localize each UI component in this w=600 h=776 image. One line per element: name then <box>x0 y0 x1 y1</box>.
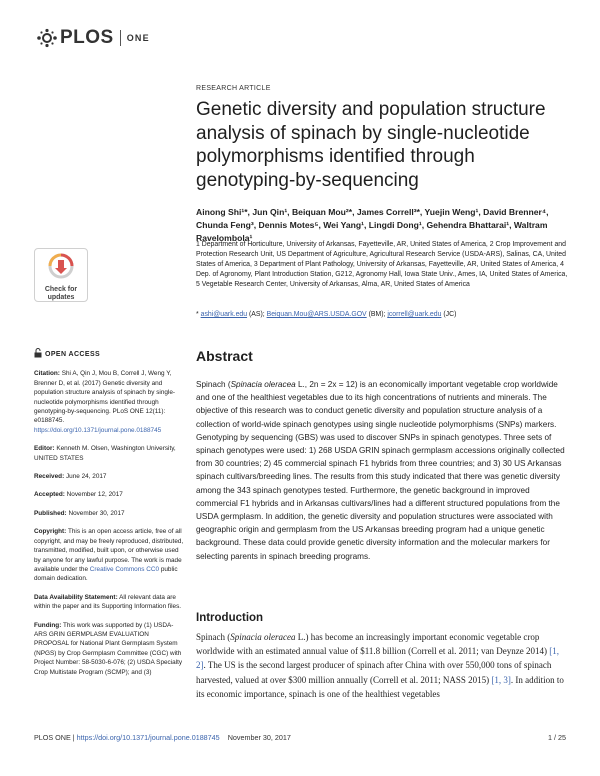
page-number: 1 / 25 <box>548 733 566 742</box>
abstract-text: Spinach (Spinacia oleracea L., 2n = 2x = 12) is an economically important vegetable crop worldwide and one of the healthiest vegetables due to its high concentrations of nutrients and minerals. The objective of this research was to conduct genetic diversity and population structure analysis of a collection of world-wide spinach genotypes using single nucleotide polymorphisms (SNPs) markers. Genotyping by sequencing (GBS) was used to discover SNPs in spinach genotypes. Three sets of spinach genotypes were used: 1) 268 USDA GRIN spinach germplasm accessions originally collected from 30 countries; 2) 45 commercial spinach F1 hybrids from three countries; and 3) 30 US Arkansas spinach cultivars/breeding lines. The results from this study indicated that there was genetic diversity among the 343 spinach genotypes tested. Furthermore, the genetic background in improved commercial F1 hybrids and in Arkansas cultivars/lines had a different structured populations from the USDA germplasm. In addition, the genetic diversity and population structures were associated with geographic origin and germplasm from the US Arkansas breeding program had a unique genetic background. These data could provide genetic diversity information and the molecular markers for selecting parents in spinach breeding programs. <box>196 380 565 561</box>
check-for-updates-label: Check for updates <box>44 286 78 301</box>
logo-divider <box>120 30 121 46</box>
introduction-heading: Introduction <box>196 612 264 624</box>
affiliations: 1 Department of Horticulture, University of Arkansas, Fayetteville, AR, United States of America, 2 Crop Improvement and Protection Research Unit, US Department of Agriculture, Agricultural Research Service (USDA-ARS), Salinas, CA, United States of America, 3 Department of Plant Pathology, University of Arkansas, Fayetteville, AR, United States of America, 4 Dep. of Agronomy, Plant Introduction Station, G212, Agronomy Hall, Iowa State Univ., Ames, IA, United States of America, 5 Vegetable Research Center, University of Arkansas, Alma, AR, United States of America <box>196 241 568 289</box>
plos-logo <box>36 27 150 49</box>
reference-link-1-2[interactable]: [1, 2] <box>196 646 559 671</box>
check-for-updates-badge[interactable] <box>34 248 88 302</box>
footer-date: November 30, 2017 <box>227 733 291 742</box>
citation-doi-link[interactable]: https://doi.org/10.1371/journal.pone.0188745 <box>34 426 162 434</box>
email-link-correll[interactable]: jcorrell@uark.edu <box>387 311 442 318</box>
received-block: Received: June 24, 2017 <box>34 473 107 481</box>
article-type: RESEARCH ARTICLE <box>196 85 271 92</box>
open-access-label: OPEN ACCESS <box>34 348 184 361</box>
journal-name: ONE <box>126 33 150 43</box>
reference-link-1-3[interactable]: [1, 3] <box>491 674 511 685</box>
citation-block: Citation: Shi A, Qin J, Mou B, Correll J, Weng Y, Brenner D, et al. (2017) Genetic diversity and population structure analysis of spinach by single-nucleotide polymorphisms identified through genotyping-by-sequencing. PLoS ONE 12(11): e0188745. https://doi.org/10.1371/journal.pone.0188745 <box>34 370 176 434</box>
corresponding-emails: * ashi@uark.edu (AS); Beiquan.Mou@ARS.USDA.GOV (BM); jcorrell@uark.edu (JC) <box>196 311 457 318</box>
funding-block: Funding: This work was supported by (1) USDA-ARS GRIN GERMPLASM EVALUATION PROPOSAL for National Plant Germplasm System (NPGS) by Crop Germplasm Committee (CGC) with Project Number: 58-5030-6-076; (2) USDA Specialty Crop Multistate Program (SCMP); and (3) <box>34 621 183 676</box>
email-link-mou[interactable]: Beiquan.Mou@ARS.USDA.GOV <box>266 311 367 318</box>
check-for-updates-icon <box>48 253 74 284</box>
published-block: Published: November 30, 2017 <box>34 509 125 517</box>
email-link-ashi[interactable]: ashi@uark.edu <box>200 311 248 318</box>
footer-doi-link[interactable]: https://doi.org/10.1371/journal.pone.0188745 <box>76 733 220 742</box>
open-lock-icon <box>34 348 42 361</box>
logo-wordmark: PLOS <box>60 27 114 48</box>
accepted-block: Accepted: November 12, 2017 <box>34 491 123 499</box>
abstract-heading: Abstract <box>196 348 253 364</box>
page-footer <box>34 733 566 742</box>
footer-citation: PLOS ONE | https://doi.org/10.1371/journal.pone.0188745 November 30, 2017 <box>34 733 291 742</box>
author-list: Ainong Shi¹*, Jun Qin¹, Beiquan Mou²*, James Correll³*, Yuejin Weng¹, David Brenner⁴, Chunda Feng³, Dennis Motes⁵, Wei Yang¹, Lingdi Dong¹, Gehendra Bhattarai¹, Waltram Ravelombola¹ <box>196 207 549 243</box>
plos-logo-icon <box>36 28 58 48</box>
creative-commons-link[interactable]: Creative Commons CC0 <box>89 565 160 573</box>
editor-block: Editor: Kenneth M. Olsen, Washington University, UNITED STATES <box>34 445 176 462</box>
data-availability-block: Data Availability Statement: All relevant data are within the paper and its Supporting Information files. <box>34 593 182 611</box>
article-title: Genetic diversity and population structure analysis of spinach by single-nucleotide polymorphisms identified through genotyping-by-sequencing <box>196 99 546 191</box>
copyright-block: Copyright: This is an open access article, free of all copyright, and may be freely reproduced, distributed, transmitted, modified, built upon, or otherwise used by anyone for any lawful purpose. The work is made available under the Creative Commons CC0 public domain dedication. <box>34 528 184 583</box>
article-info-sidebar <box>34 348 184 686</box>
introduction-text: Spinach (Spinacia oleracea L.) has become an increasingly important economic vegetable crop worldwide with an estimated annual value of $11.8 billion (Correll et al. 2011; van Deynze 2014) [1, 2]. The US is the second largest producer of spinach after China with over 550,000 tons of spinach harvested, valued at over $300 million annually (Correll et al. 2011; NASS 2015) [1, 3]. In addition to its economic importance, spinach is one of the healthiest vegetables <box>196 632 564 699</box>
